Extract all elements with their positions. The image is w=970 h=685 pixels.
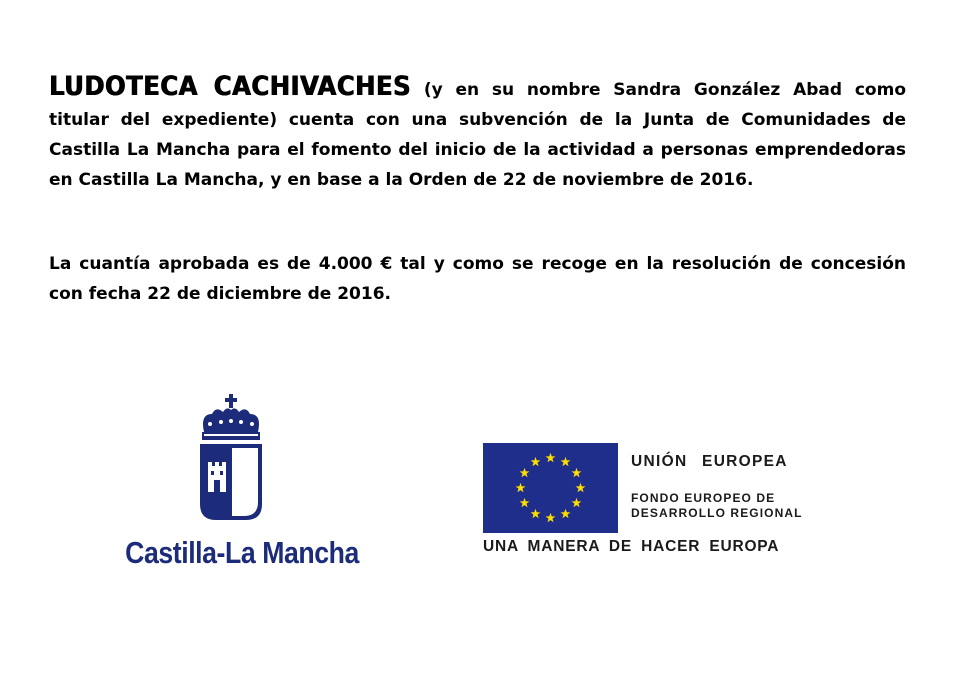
eu-feder-logo [483, 443, 823, 563]
eu-flag-icon [483, 443, 618, 533]
crown-shield-icon [196, 392, 266, 524]
paragraph-1-text: (y en su nombre Sandra González Abad como titular del expediente) cuenta con una subvención de la Junta de Comunidades de Castilla La Mancha para el fomento del inicio de la actividad a personas emprendedoras en Castilla La Mancha, y en base a la Orden de 22 de noviembre de 2016. [49, 80, 906, 190]
document-body [49, 72, 906, 309]
castilla-la-mancha-name: Castilla-La Mancha [125, 535, 359, 570]
castilla-la-mancha-logo [108, 392, 359, 577]
paragraph-1 [49, 72, 906, 195]
feder-line-2: DESARROLLO REGIONAL [631, 506, 803, 520]
business-name: LUDOTECA CACHIVACHES [49, 71, 412, 102]
eu-union-label: UNIÓN EUROPEA [631, 453, 788, 470]
feder-label [631, 491, 811, 521]
eu-motto: UNA MANERA DE HACER EUROPA [483, 538, 780, 555]
feder-line-1: FONDO EUROPEO DE [631, 491, 776, 505]
paragraph-2: La cuantía aprobada es de 4.000 € tal y como se recoge en la resolución de concesión con fecha 22 de diciembre de 2016. [49, 254, 906, 304]
